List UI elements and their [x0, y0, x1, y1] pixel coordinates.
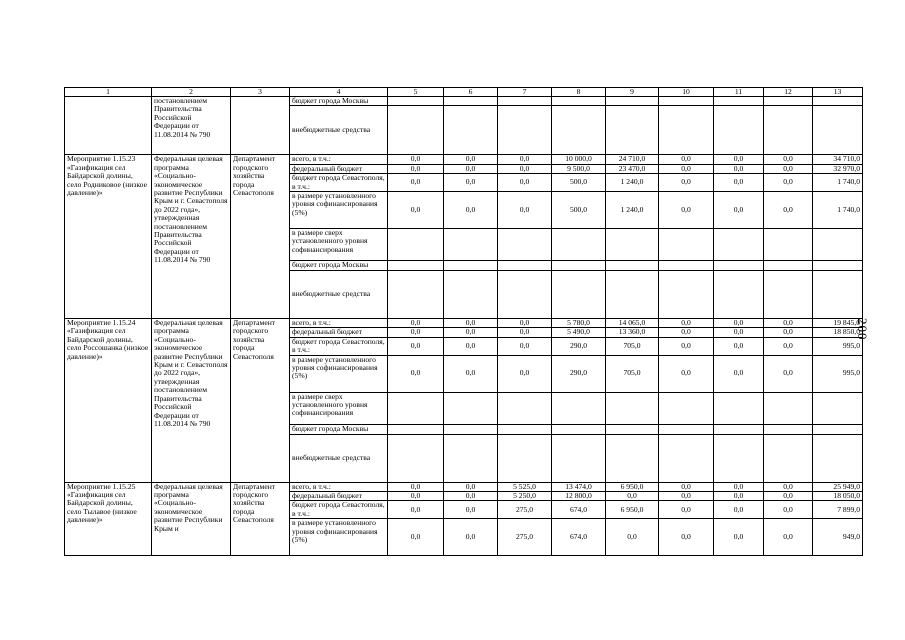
value-cell [498, 106, 552, 155]
value-cell [606, 261, 659, 271]
value-cell [764, 97, 813, 106]
column-number: 12 [764, 88, 813, 97]
value-cell [813, 97, 863, 106]
value-cell: 0,0 [659, 501, 714, 519]
value-cell: 0,0 [444, 319, 498, 328]
value-cell: 674,0 [552, 501, 606, 519]
value-cell: 0,0 [764, 492, 813, 501]
program-cell: Федеральная целевая программа «Социально-экономическое развитие Республики Крым и [152, 482, 231, 556]
value-cell: 0,0 [498, 355, 552, 392]
value-cell [552, 392, 606, 424]
value-cell: 0,0 [659, 155, 714, 164]
value-cell: 0,0 [764, 155, 813, 164]
value-cell: 0,0 [388, 328, 444, 337]
value-cell [444, 97, 498, 106]
value-cell [388, 261, 444, 271]
value-cell: 1 240,0 [606, 174, 659, 192]
value-cell [606, 434, 659, 482]
value-cell [764, 261, 813, 271]
value-cell [714, 261, 764, 271]
source-cell: федеральный бюджет [290, 164, 388, 173]
value-cell [388, 392, 444, 424]
value-cell: 0,0 [444, 328, 498, 337]
source-cell: в размере установленного уровня софинансирования (5%) [290, 192, 388, 229]
value-cell [388, 97, 444, 106]
value-cell: 0,0 [444, 337, 498, 355]
value-cell [552, 97, 606, 106]
value-cell: 290,0 [552, 337, 606, 355]
value-cell [714, 392, 764, 424]
value-cell: 0,0 [444, 492, 498, 501]
source-cell: бюджет города Москвы [290, 261, 388, 271]
value-cell: 0,0 [388, 482, 444, 491]
value-cell: 0,0 [714, 174, 764, 192]
value-cell: 10 000,0 [552, 155, 606, 164]
value-cell: 0,0 [714, 482, 764, 491]
value-cell: 0,0 [444, 519, 498, 556]
value-cell: 0,0 [714, 164, 764, 173]
value-cell: 1 240,0 [606, 192, 659, 229]
value-cell [659, 97, 714, 106]
value-cell: 0,0 [498, 328, 552, 337]
source-cell: в размере сверх установленного уровня софинансирования [290, 392, 388, 424]
value-cell: 995,0 [813, 337, 863, 355]
source-cell: федеральный бюджет [290, 328, 388, 337]
value-cell: 0,0 [764, 164, 813, 173]
value-cell [444, 261, 498, 271]
value-cell: 674,0 [552, 519, 606, 556]
measure-cell: Мероприятие 1.15.25 «Газификация сел Байдарской долины, село Тылавое (низкое давление)» [65, 482, 152, 556]
value-cell: 0,0 [498, 319, 552, 328]
value-cell [764, 424, 813, 434]
value-cell [714, 229, 764, 261]
value-cell: 0,0 [764, 519, 813, 556]
column-number: 2 [152, 88, 231, 97]
value-cell: 14 065,0 [606, 319, 659, 328]
value-cell: 24 710,0 [606, 155, 659, 164]
value-cell [444, 271, 498, 319]
value-cell: 275,0 [498, 519, 552, 556]
value-cell: 0,0 [659, 337, 714, 355]
value-cell: 0,0 [444, 482, 498, 491]
value-cell: 0,0 [444, 164, 498, 173]
page-number: 200 [855, 318, 870, 341]
value-cell: 0,0 [764, 174, 813, 192]
value-cell [388, 106, 444, 155]
value-cell [552, 434, 606, 482]
funding-table [64, 87, 863, 556]
value-cell [606, 106, 659, 155]
value-cell: 0,0 [444, 192, 498, 229]
source-cell: бюджет города Севастополя, в т.ч.: [290, 501, 388, 519]
value-cell: 0,0 [659, 192, 714, 229]
value-cell: 0,0 [444, 155, 498, 164]
value-cell: 0,0 [444, 501, 498, 519]
value-cell: 0,0 [714, 355, 764, 392]
value-cell [552, 106, 606, 155]
value-cell: 13 360,0 [606, 328, 659, 337]
value-cell: 6 950,0 [606, 501, 659, 519]
value-cell [714, 271, 764, 319]
source-cell: всего, в т.ч.: [290, 319, 388, 328]
value-cell [498, 97, 552, 106]
column-number: 7 [498, 88, 552, 97]
value-cell [444, 229, 498, 261]
column-number: 13 [813, 88, 863, 97]
executor-cell: Департамент городского хозяйства города Севастополя [231, 482, 290, 556]
value-cell [659, 229, 714, 261]
value-cell: 0,0 [388, 337, 444, 355]
value-cell: 0,0 [714, 337, 764, 355]
value-cell [444, 106, 498, 155]
source-cell: бюджет города Севастополя, в т.ч.: [290, 174, 388, 192]
source-cell: внебюджетные средства [290, 434, 388, 482]
value-cell: 0,0 [498, 337, 552, 355]
value-cell [813, 261, 863, 271]
value-cell: 0,0 [388, 174, 444, 192]
value-cell [764, 434, 813, 482]
column-number: 6 [444, 88, 498, 97]
value-cell: 0,0 [659, 174, 714, 192]
table-row [65, 155, 863, 164]
value-cell [444, 392, 498, 424]
value-cell: 13 474,0 [552, 482, 606, 491]
source-cell: бюджет города Москвы [290, 97, 388, 106]
value-cell: 6 950,0 [606, 482, 659, 491]
value-cell: 0,0 [606, 519, 659, 556]
source-cell: в размере установленного уровня софинансирования (5%) [290, 519, 388, 556]
value-cell: 0,0 [714, 192, 764, 229]
value-cell [659, 271, 714, 319]
source-cell: внебюджетные средства [290, 271, 388, 319]
value-cell [714, 424, 764, 434]
value-cell: 705,0 [606, 337, 659, 355]
executor-cell: Департамент городского хозяйства города Севастополя [231, 155, 290, 319]
value-cell: 0,0 [498, 155, 552, 164]
column-number: 8 [552, 88, 606, 97]
value-cell: 0,0 [714, 492, 764, 501]
value-cell: 0,0 [764, 355, 813, 392]
measure-cell: Мероприятие 1.15.24 «Газификация сел Байдарской долины, село Россошанка (низкое давление)» [65, 319, 152, 483]
value-cell [388, 434, 444, 482]
value-cell: 290,0 [552, 355, 606, 392]
value-cell: 18 050,0 [813, 492, 863, 501]
value-cell: 0,0 [659, 492, 714, 501]
source-cell: федеральный бюджет [290, 492, 388, 501]
value-cell: 25 949,0 [813, 482, 863, 491]
column-number: 4 [290, 88, 388, 97]
value-cell [388, 229, 444, 261]
value-cell [498, 229, 552, 261]
value-cell [813, 106, 863, 155]
value-cell [714, 97, 764, 106]
value-cell [498, 392, 552, 424]
value-cell [813, 434, 863, 482]
source-cell: бюджет города Севастополя, в т.ч.: [290, 337, 388, 355]
value-cell: 0,0 [659, 482, 714, 491]
value-cell: 500,0 [552, 174, 606, 192]
source-cell: в размере установленного уровня софинансирования (5%) [290, 355, 388, 392]
value-cell: 0,0 [659, 519, 714, 556]
value-cell [444, 424, 498, 434]
value-cell: 0,0 [714, 519, 764, 556]
value-cell [388, 271, 444, 319]
value-cell: 0,0 [444, 355, 498, 392]
value-cell: 0,0 [714, 328, 764, 337]
value-cell: 18 850,0 [813, 328, 863, 337]
value-cell: 7 899,0 [813, 501, 863, 519]
value-cell: 0,0 [498, 164, 552, 173]
value-cell [552, 424, 606, 434]
value-cell: 705,0 [606, 355, 659, 392]
program-cell: Федеральная целевая программа «Социально-экономическое развитие Республики Крым и г. Севастополя до 2022 года», утвержденная постановлением Правительства Российской Федерации от 11.08.2014 № 790 [152, 155, 231, 319]
value-cell: 0,0 [764, 337, 813, 355]
value-cell [606, 424, 659, 434]
measure-cell [65, 97, 152, 155]
value-cell [552, 229, 606, 261]
value-cell [498, 434, 552, 482]
value-cell: 0,0 [388, 519, 444, 556]
value-cell [659, 106, 714, 155]
column-number: 11 [714, 88, 764, 97]
value-cell: 0,0 [388, 155, 444, 164]
value-cell [388, 424, 444, 434]
value-cell: 0,0 [388, 355, 444, 392]
value-cell: 0,0 [388, 192, 444, 229]
value-cell [813, 424, 863, 434]
value-cell [764, 106, 813, 155]
value-cell: 0,0 [388, 501, 444, 519]
table-row [65, 97, 863, 106]
value-cell: 0,0 [659, 355, 714, 392]
value-cell: 0,0 [444, 174, 498, 192]
value-cell: 32 970,0 [813, 164, 863, 173]
value-cell: 0,0 [388, 492, 444, 501]
value-cell: 949,0 [813, 519, 863, 556]
value-cell [659, 261, 714, 271]
value-cell: 500,0 [552, 192, 606, 229]
value-cell: 0,0 [498, 174, 552, 192]
executor-cell [231, 97, 290, 155]
value-cell [606, 229, 659, 261]
value-cell: 0,0 [714, 319, 764, 328]
value-cell [498, 271, 552, 319]
value-cell: 23 470,0 [606, 164, 659, 173]
value-cell: 9 500,0 [552, 164, 606, 173]
value-cell [444, 434, 498, 482]
column-number: 1 [65, 88, 152, 97]
value-cell: 0,0 [764, 501, 813, 519]
value-cell [813, 271, 863, 319]
value-cell [498, 424, 552, 434]
value-cell [813, 392, 863, 424]
value-cell: 0,0 [498, 192, 552, 229]
value-cell: 0,0 [764, 482, 813, 491]
value-cell: 0,0 [659, 319, 714, 328]
value-cell: 5 780,0 [552, 319, 606, 328]
table-row [65, 482, 863, 491]
value-cell [552, 271, 606, 319]
source-cell: внебюджетные средства [290, 106, 388, 155]
value-cell: 12 800,0 [552, 492, 606, 501]
value-cell [606, 97, 659, 106]
value-cell: 0,0 [659, 328, 714, 337]
value-cell: 5 525,0 [498, 482, 552, 491]
source-cell: бюджет города Москвы [290, 424, 388, 434]
value-cell: 0,0 [764, 319, 813, 328]
column-number: 3 [231, 88, 290, 97]
column-number: 10 [659, 88, 714, 97]
value-cell [714, 106, 764, 155]
column-numbers-row [65, 88, 863, 97]
table-row [65, 319, 863, 328]
value-cell: 5 250,0 [498, 492, 552, 501]
value-cell [813, 229, 863, 261]
value-cell [606, 392, 659, 424]
value-cell: 1 740,0 [813, 174, 863, 192]
value-cell [764, 271, 813, 319]
value-cell: 0,0 [659, 164, 714, 173]
value-cell: 995,0 [813, 355, 863, 392]
value-cell: 1 740,0 [813, 192, 863, 229]
value-cell [764, 392, 813, 424]
measure-cell: Мероприятие 1.15.23 «Газификация сел Байдарской долины, село Родниковое (низкое давление)» [65, 155, 152, 319]
value-cell: 0,0 [764, 328, 813, 337]
value-cell: 0,0 [714, 155, 764, 164]
column-number: 9 [606, 88, 659, 97]
value-cell: 0,0 [606, 492, 659, 501]
column-number: 5 [388, 88, 444, 97]
value-cell: 0,0 [388, 164, 444, 173]
value-cell: 0,0 [764, 192, 813, 229]
value-cell: 275,0 [498, 501, 552, 519]
executor-cell: Департамент городского хозяйства города Севастополя [231, 319, 290, 483]
value-cell [498, 261, 552, 271]
value-cell [764, 229, 813, 261]
value-cell [714, 434, 764, 482]
value-cell: 0,0 [714, 501, 764, 519]
value-cell: 19 845,0 [813, 319, 863, 328]
program-cell: постановлением Правительства Российской Федерации от 11.08.2014 № 790 [152, 97, 231, 155]
value-cell [659, 424, 714, 434]
source-cell: всего, в т.ч.: [290, 482, 388, 491]
source-cell: в размере сверх установленного уровня софинансирования [290, 229, 388, 261]
value-cell: 5 490,0 [552, 328, 606, 337]
value-cell [552, 261, 606, 271]
value-cell [606, 271, 659, 319]
source-cell: всего, в т.ч.: [290, 155, 388, 164]
value-cell [659, 392, 714, 424]
value-cell: 34 710,0 [813, 155, 863, 164]
value-cell: 0,0 [388, 319, 444, 328]
value-cell [659, 434, 714, 482]
program-cell: Федеральная целевая программа «Социально-экономическое развитие Республики Крым и г. Севастополя до 2022 года», утвержденная постановлением Правительства Российской Федерации от 11.08.2014 № 790 [152, 319, 231, 483]
